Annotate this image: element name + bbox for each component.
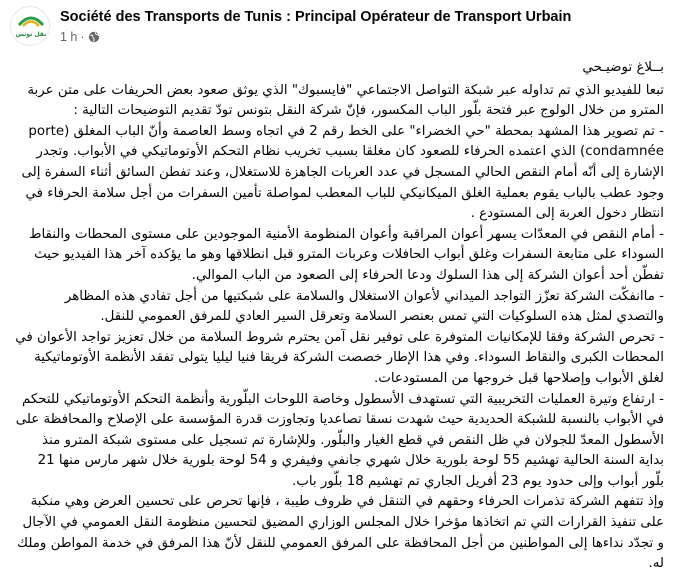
logo-text: نقل تونس [15,31,47,38]
post-paragraph: - تم تصوير هذا المشهد بمحطة "حي الخضراء" على الخط رقم 2 في اتجاه وسط العاصمة وأنّ الباب المغلق (porte condamnée) الذي اعتمده الحرفاء للصعود كان مغلقا بسبب تخريب نظام التحكم الأوتوماتيكي في الأبواب. وتجدر الإشارة إلى أنّه أمام النقص الحالي المسجل في عدد العربات الجاهزة للاستغلال، وعند تفطن السائق أثناء السفرة إلى وجود عطب بالباب يقوم بعملية الغلق الميكانيكي للباب المعطب لمواصلة تأمين السفرات من أجل سلامة الحرفاء في انتظار دخول العربة إلى المستودع . [21,123,664,222]
post-paragraph: - ارتفاع وتيرة العمليات التخريبية التي تستهدف الأسطول وخاصة اللوحات البلّورية وأنظمة التحكم الأوتوماتيكي للتحكم في الأبواب بالنسبة للشبكة الحديدية حيث شهدت نسقا تصاعديا وتجاوزت قدرة المؤسسة على الإصلاح والمحافظة على الأسطول المعدّ للجولان في ظل النقص في قطع الغيار والبلّور. وللإشارة تم تسجيل على مستوى شبكة المترو منذ بداية السنة الحالية تهشيم 55 لوحة بلورية خلال شهري جانفي وفيفري و 54 لوحة بلورية خلال شهر مارس منها 21 بلّور أبواب وإلى حدود يوم 23 أفريل الجاري تم تهشيم 18 بلّور باب. [15,391,664,489]
page-avatar[interactable] [10,6,50,46]
transtu-logo-icon [11,7,50,46]
post-time[interactable]: 1 h [60,30,78,44]
post-paragraph: - ماانفكّت الشركة تعزّز التواجد الميداني لأعوان الاستغلال والسلامة على شبكتيها من أجل تفادي هذه المظاهر والتصدي لمثل هذه السلوكيات التي تمس بعنصر السلامة وتعرقل السير العادي للمرفق العمومي للنقل. [64,288,664,325]
post-meta [60,30,100,46]
page-name-link[interactable]: Société des Transports de Tunis : Principal Opérateur de Transport Urbain [60,9,572,25]
globe-icon[interactable] [88,31,100,46]
post-body [14,58,664,575]
post-paragraph: وإذ تتفهم الشركة تذمرات الحرفاء وحقهم في التنقل في ظروف طيبة ، فإنها تحرص على تحسين العرض وهي منكبة على تنفيذ القرارات التي تم اتخاذها مؤخرا خلال المجلس الوزاري المضيق لتحسين منظومة النقل العمومي في الآجال و تجدّد نداءها إلى المواطنين من أجل المحافظة على المرفق العمومي للنقل لأنّ هذا المرفق في خدمة المواطن وملك له. [17,494,664,572]
post-paragraph: - أمام النقص في المعدّات يسهر أعوان المراقبة وأعوان المنظومة الأمنية الموجودين على مستوى المحطات والنقاط السوداء على متابعة السفرات وغلق أبواب الحافلات وعربات المترو قبل انطلاقها وهو ما يؤكده آخر هذا الفيديو حيث تفطّن أحد أعوان الشركة إلى هذا السلوك ودعا الحرفاء إلى الصعود من الباب الموالي. [29,226,664,283]
post-paragraph: - تحرص الشركة وفقا للإمكانيات المتوفرة على توفير نقل آمن يحترم شروط السلامة من خلال تعزيز تواجد الأعوان في المحطات الكبرى والنقاط السوداء. وفي هذا الإطار خصصت الشركة فريقا فنيا ليليا يتولى تفقد الأنظمة الأوتوماتيكية لغلق الأبواب وإصلاحها قبل خروجها من المستودعات. [15,329,664,386]
post-header [10,6,670,48]
post-paragraph: تبعا للفيديو الذي تم تداوله عبر شبكة التواصل الاجتماعي "فايسبوك" الذي يوثق صعود بعض الحريفات على متن عربة المترو من خلال الولوج عبر فتحة بلّور الباب المكسور، فإنّ شركة النقل بتونس تودّ تقديم التوضيحات التالية : [27,82,664,119]
meta-separator: · [80,30,85,44]
post-title: بــلاغ توضيـحي [582,60,664,75]
